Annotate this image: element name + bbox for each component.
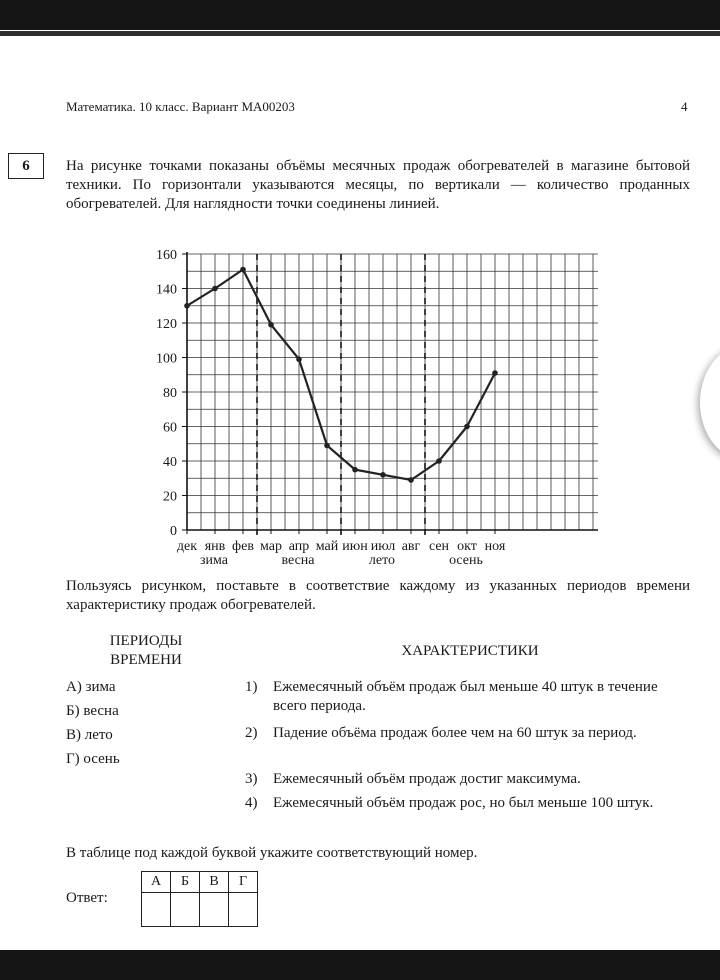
answer-header-v: В bbox=[200, 872, 229, 893]
period-spring: Б) весна bbox=[66, 703, 119, 719]
y-tick-label: 60 bbox=[163, 420, 177, 436]
answer-cell-v[interactable] bbox=[200, 893, 229, 927]
top-divider bbox=[0, 31, 720, 36]
data-point bbox=[268, 322, 274, 328]
data-point bbox=[352, 467, 358, 473]
period-summer: В) лето bbox=[66, 727, 113, 743]
y-tick-label: 160 bbox=[156, 248, 177, 263]
x-tick-label: апр bbox=[288, 539, 310, 554]
x-tick-label: ноя bbox=[484, 539, 506, 554]
x-tick-label: янв bbox=[204, 539, 226, 554]
characteristic-1 bbox=[245, 678, 685, 716]
answer-table bbox=[141, 871, 258, 927]
data-point bbox=[464, 424, 470, 430]
y-tick-label: 0 bbox=[170, 524, 177, 539]
bottom-bar bbox=[0, 950, 720, 980]
y-tick-label: 80 bbox=[163, 386, 177, 401]
periods-header-line2: ВРЕМЕНИ bbox=[110, 652, 182, 668]
data-point bbox=[240, 267, 246, 273]
characteristic-number: 2) bbox=[245, 725, 258, 741]
characteristic-text: Ежемесячный объём продаж достиг максимума. bbox=[273, 771, 581, 787]
season-label: осень bbox=[449, 553, 483, 568]
periods-header-line1: ПЕРИОДЫ bbox=[109, 633, 183, 649]
y-tick-label: 140 bbox=[156, 282, 177, 298]
y-tick-label: 120 bbox=[156, 317, 177, 332]
y-tick-label: 100 bbox=[156, 351, 177, 367]
question-text: На рисунке точками показаны объёмы месячных продаж обогревателей в магазине бытовой техники. По горизонтали указываются месяцы, по вертикали — количество проданных обогревателей. Для наглядности точки соединены линией. bbox=[66, 158, 690, 212]
answer-header-a: А bbox=[142, 872, 171, 893]
characteristic-text: Ежемесячный объём продаж рос, но был меньше 100 штук. bbox=[273, 795, 654, 811]
season-label: весна bbox=[281, 553, 315, 568]
data-point bbox=[184, 303, 190, 309]
season-label: лето bbox=[368, 553, 396, 568]
data-point bbox=[436, 458, 442, 464]
answer-header-g: Г bbox=[229, 872, 258, 893]
answer-header-b: Б bbox=[171, 872, 200, 893]
answer-label: Ответ: bbox=[66, 890, 108, 906]
data-point bbox=[296, 356, 302, 362]
answer-cell-g[interactable] bbox=[229, 893, 258, 927]
characteristic-number: 1) bbox=[245, 679, 258, 695]
characteristics-header: ХАРАКТЕРИСТИКИ bbox=[401, 643, 539, 659]
x-tick-label: июл bbox=[370, 539, 396, 554]
page-header: Математика. 10 класс. Вариант МА00203 bbox=[66, 99, 295, 114]
answer-cell-a[interactable] bbox=[142, 893, 171, 927]
data-point bbox=[380, 472, 386, 478]
page-number: 4 bbox=[681, 99, 688, 114]
instruction-text: Пользуясь рисунком, поставьте в соответствие каждому из указанных периодов времени характеристику продаж обогревателей. bbox=[66, 578, 690, 613]
y-tick-label: 40 bbox=[163, 455, 177, 470]
characteristic-2 bbox=[245, 724, 685, 743]
periods-header bbox=[96, 632, 196, 670]
data-point bbox=[492, 370, 498, 376]
x-tick-label: июн bbox=[342, 539, 368, 554]
characteristic-number: 4) bbox=[245, 795, 258, 811]
characteristic-4 bbox=[245, 794, 685, 813]
y-tick-label: 20 bbox=[163, 489, 177, 505]
characteristic-text: Ежемесячный объём продаж был меньше 40 штук в течение всего периода. bbox=[273, 679, 658, 714]
table-instruction: В таблице под каждой буквой укажите соответствующий номер. bbox=[66, 845, 478, 861]
floating-button[interactable] bbox=[700, 345, 720, 460]
x-tick-label: май bbox=[315, 539, 339, 554]
sales-chart bbox=[140, 243, 610, 573]
top-bar bbox=[0, 0, 720, 30]
x-tick-label: авг bbox=[401, 539, 421, 554]
x-tick-label: мар bbox=[260, 539, 282, 554]
x-tick-label: дек bbox=[176, 539, 198, 554]
question-number: 6 bbox=[8, 153, 44, 179]
characteristic-3 bbox=[245, 770, 685, 789]
season-label: зима bbox=[200, 553, 228, 568]
x-tick-label: сен bbox=[428, 539, 450, 554]
characteristic-number: 3) bbox=[245, 771, 258, 787]
period-winter: А) зима bbox=[66, 679, 116, 695]
data-point bbox=[324, 443, 330, 449]
characteristic-text: Падение объёма продаж более чем на 60 штук за период. bbox=[273, 725, 637, 741]
x-tick-label: окт bbox=[457, 539, 477, 554]
x-tick-label: фев bbox=[232, 539, 254, 554]
data-point bbox=[408, 477, 414, 483]
data-point bbox=[212, 286, 218, 292]
answer-cell-b[interactable] bbox=[171, 893, 200, 927]
period-autumn: Г) осень bbox=[66, 751, 120, 767]
